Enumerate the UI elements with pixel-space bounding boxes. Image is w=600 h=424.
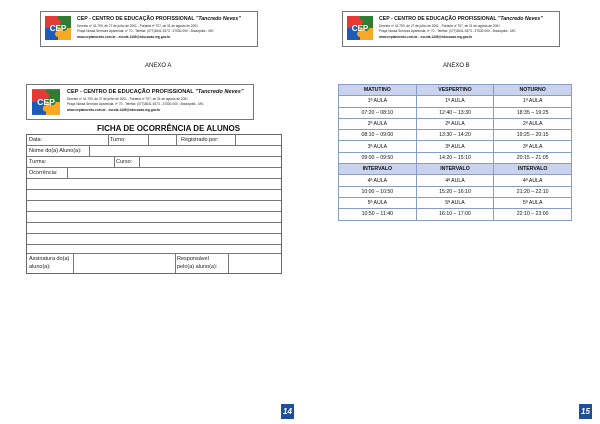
header-address: Praça Nossa Senhora Aparecida, nº 70 - Telefax: (077)3641-9373 - 37530-000 - Brazópolis - MG <box>67 102 204 106</box>
page-number: 14 <box>281 404 294 419</box>
course-field[interactable]: Curso: <box>114 157 140 167</box>
table-cell: 5ª AULA <box>494 197 572 208</box>
table-row <box>339 107 572 118</box>
table-cell: 08:10 – 09:00 <box>339 130 417 141</box>
table-row <box>339 209 572 220</box>
table-cell: 10:00 – 10:50 <box>339 186 417 197</box>
table-cell: 21:20 – 22:10 <box>494 186 572 197</box>
annex-a-title: ANEXO A <box>145 63 172 69</box>
table-cell: 3ª AULA <box>339 141 417 152</box>
header-contact: www.ceptancredo.com.br - escola.1449@educacao.mg.gov.br <box>379 35 473 39</box>
occurrence-line[interactable] <box>27 234 281 245</box>
date-field[interactable]: Data: <box>27 135 109 145</box>
table-cell: 3ª AULA <box>494 141 572 152</box>
table-cell: 12:40 – 13:30 <box>416 107 494 118</box>
header-title: CEP - CENTRO DE EDUCAÇÃO PROFISSIONAL "Tancredo Neves" <box>67 89 244 95</box>
svg-text:CEP: CEP <box>37 97 55 108</box>
guardian-signature-label: Responsável pelo(a) aluno(a): <box>175 254 229 273</box>
table-cell: INTERVALO <box>416 164 494 175</box>
cep-logo-icon <box>29 88 63 116</box>
occurrence-line[interactable] <box>27 179 281 190</box>
table-row <box>339 130 572 141</box>
interval-row <box>339 164 572 175</box>
student-signature-label: Assinatura do(a) aluno(a): <box>27 254 74 273</box>
table-row <box>339 118 572 129</box>
header-night: NOTURNO <box>494 85 572 96</box>
cep-logo-icon <box>345 15 375 41</box>
table-cell: INTERVALO <box>494 164 572 175</box>
registered-by-field[interactable]: Registrado por: <box>176 135 236 145</box>
table-cell: 3ª AULA <box>416 141 494 152</box>
annex-b-title: ANEXO B <box>443 63 470 69</box>
header-contact: www.ceptancredo.com.br - escola.1449@educacao.mg.gov.br <box>77 35 171 39</box>
table-cell: 1ª AULA <box>494 96 572 107</box>
form-title: FICHA DE OCORRÊNCIA DE ALUNOS <box>97 124 241 133</box>
table-cell: 16:10 – 17:00 <box>416 209 494 220</box>
occurrence-line[interactable] <box>27 245 281 254</box>
occurrence-form <box>26 134 282 274</box>
class-field[interactable]: Turma: <box>27 157 115 167</box>
shift-field[interactable]: Turno: <box>108 135 149 145</box>
table-cell: 5ª AULA <box>416 197 494 208</box>
form-row-signatures <box>27 254 281 273</box>
header-morning: MATUTINO <box>339 85 417 96</box>
occurrence-line[interactable] <box>27 201 281 212</box>
occurrence-line[interactable] <box>27 212 281 223</box>
table-cell: 4ª AULA <box>416 175 494 186</box>
school-header <box>40 11 258 47</box>
header-address: Praça Nossa Senhora Aparecida, nº 70 - Telefax: (077)3641-9373 - 37530-000 - Brazópolis - MG <box>379 29 516 33</box>
table-cell: 1ª AULA <box>416 96 494 107</box>
table-cell: 09:00 – 09:50 <box>339 152 417 163</box>
form-row-date <box>27 135 281 146</box>
svg-text:CEP: CEP <box>351 24 369 33</box>
table-cell: 14:20 – 15:10 <box>416 152 494 163</box>
table-row <box>339 141 572 152</box>
table-cell: 5ª AULA <box>339 197 417 208</box>
table-cell: 2ª AULA <box>339 118 417 129</box>
header-title: CEP - CENTRO DE EDUCAÇÃO PROFISSIONAL "Tancredo Neves" <box>77 16 241 22</box>
header-address: Praça Nossa Senhora Aparecida, nº 70 - Telefax: (077)3641-9373 - 37530-000 - Brazópolis - MG <box>77 29 214 33</box>
table-cell: 19:25 – 20:15 <box>494 130 572 141</box>
table-cell: 1ª AULA <box>339 96 417 107</box>
table-row <box>339 197 572 208</box>
table-row <box>339 175 572 186</box>
table-cell: INTERVALO <box>339 164 417 175</box>
header-decree: Decreto nº 41.793, de 27 de julho de 2001 - Portaria nº 707, de 31 de agosto de 2001 <box>379 24 500 28</box>
table-cell: 22:10 – 23:00 <box>494 209 572 220</box>
table-cell: 4ª AULA <box>494 175 572 186</box>
table-cell: 10:50 – 11:40 <box>339 209 417 220</box>
table-cell: 07:20 – 08:10 <box>339 107 417 118</box>
header-decree: Decreto nº 41.793, de 27 de julho de 2001 - Portaria nº 707, de 31 de agosto de 2001 <box>77 24 198 28</box>
occurrence-line[interactable] <box>27 190 281 201</box>
table-row <box>339 152 572 163</box>
table-cell: 15:20 – 16:10 <box>416 186 494 197</box>
class-schedule-table <box>338 84 572 221</box>
occurrence-field[interactable]: Ocorrência: <box>27 168 281 179</box>
table-header-row <box>339 85 572 96</box>
header-afternoon: VESPERTINO <box>416 85 494 96</box>
cep-logo-icon <box>43 15 73 41</box>
svg-text:CEP: CEP <box>49 24 67 33</box>
table-cell: 13:30 – 14:20 <box>416 130 494 141</box>
occurrence-line[interactable] <box>27 223 281 234</box>
page-number: 15 <box>579 404 592 419</box>
shift-value-field[interactable] <box>148 135 177 145</box>
school-header <box>342 11 560 47</box>
student-signature-field[interactable] <box>73 254 176 273</box>
table-cell: 20:15 – 21:05 <box>494 152 572 163</box>
table-cell: 4ª AULA <box>339 175 417 186</box>
header-contact: www.ceptancredo.com.br - escola.1449@educacao.mg.gov.br <box>67 108 161 112</box>
student-name-field[interactable]: Nome do(a) Aluno(a): <box>27 146 281 157</box>
table-cell: 2ª AULA <box>494 118 572 129</box>
header-title: CEP - CENTRO DE EDUCAÇÃO PROFISSIONAL "Tancredo Neves" <box>379 16 543 22</box>
form-school-header <box>26 84 254 120</box>
header-decree: Decreto nº 41.793, de 27 de julho de 2001 - Portaria nº 707, de 31 de agosto de 2001 <box>67 97 188 101</box>
form-row-class <box>27 157 281 168</box>
table-cell: 18:35 – 19:25 <box>494 107 572 118</box>
table-cell: 2ª AULA <box>416 118 494 129</box>
table-row <box>339 96 572 107</box>
guardian-signature-field[interactable] <box>228 254 281 273</box>
table-row <box>339 186 572 197</box>
